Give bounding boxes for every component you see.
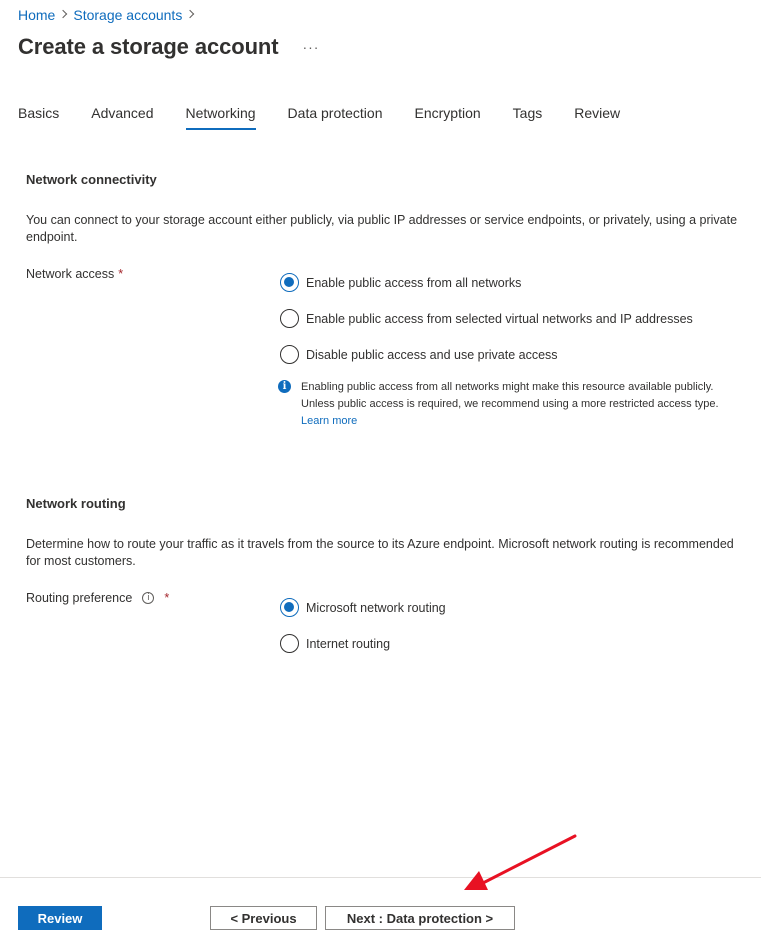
required-indicator: *: [164, 591, 170, 605]
breadcrumb-home-link[interactable]: Home: [18, 7, 56, 23]
radio-label: Disable public access and use private access: [306, 347, 558, 362]
network-connectivity-description: You can connect to your storage account either publicly, via public IP addresses or service endpoints, or privately, using a private endpoint.: [26, 213, 738, 244]
network-connectivity-heading: Network connectivity: [26, 172, 157, 187]
radio-label: Enable public access from all networks: [306, 275, 522, 290]
radio-label: Enable public access from selected virtual networks and IP addresses: [306, 311, 693, 326]
info-icon: i: [278, 380, 291, 393]
annotation-arrow-icon: [455, 830, 585, 900]
page-title: Create a storage account: [18, 34, 279, 59]
network-access-option-disable-public[interactable]: [280, 345, 558, 364]
learn-more-link[interactable]: Learn more: [301, 415, 358, 427]
tab-tags[interactable]: Tags: [512, 105, 543, 121]
previous-button[interactable]: < Previous: [210, 906, 317, 930]
breadcrumb-storage-accounts-link[interactable]: Storage accounts: [73, 7, 183, 23]
network-routing-description: Determine how to route your traffic as it travels from the source to its Azure endpoint. Microsoft network routing is recommended for most customers.: [26, 537, 734, 568]
network-access-label-text: Network access: [26, 267, 115, 281]
routing-option-internet[interactable]: [280, 634, 390, 653]
chevron-right-icon: [55, 8, 73, 22]
info-tooltip-icon[interactable]: i: [142, 592, 154, 604]
radio-unselected[interactable]: [280, 634, 299, 653]
tab-bar: [18, 102, 652, 130]
chevron-right-icon: [182, 8, 200, 22]
required-indicator: *: [118, 267, 124, 281]
routing-preference-label-text: Routing preference: [26, 591, 133, 605]
routing-preference-label: [26, 591, 169, 605]
tab-data-protection[interactable]: Data protection: [287, 105, 383, 121]
network-access-label: [26, 267, 123, 281]
radio-unselected[interactable]: [280, 345, 299, 364]
next-data-protection-button[interactable]: Next : Data protection >: [325, 906, 515, 930]
network-access-option-selected-networks[interactable]: [280, 309, 693, 328]
more-options-button[interactable]: ···: [302, 39, 320, 55]
radio-label: Internet routing: [306, 636, 391, 651]
footer-divider: [0, 877, 761, 878]
network-routing-heading: Network routing: [26, 496, 126, 511]
tab-advanced[interactable]: Advanced: [91, 105, 154, 121]
info-message-body: Enabling public access from all networks might make this resource available publicly. Unless public access is required, we recommend using a more restricted access type.: [301, 381, 719, 410]
review-button[interactable]: Review: [18, 906, 102, 930]
breadcrumb: [18, 7, 200, 23]
routing-option-microsoft[interactable]: [280, 598, 446, 617]
page-header: [18, 34, 319, 60]
tab-review[interactable]: Review: [574, 105, 621, 121]
tab-encryption[interactable]: Encryption: [414, 105, 481, 121]
radio-label: Microsoft network routing: [306, 600, 446, 615]
radio-selected[interactable]: [280, 598, 299, 617]
tab-networking[interactable]: Networking: [186, 102, 256, 130]
network-access-info-message: [278, 379, 738, 430]
radio-unselected[interactable]: [280, 309, 299, 328]
network-access-option-all-networks[interactable]: [280, 273, 521, 292]
tab-basics[interactable]: Basics: [18, 105, 60, 121]
info-message-text: [301, 379, 738, 430]
radio-selected[interactable]: [280, 273, 299, 292]
